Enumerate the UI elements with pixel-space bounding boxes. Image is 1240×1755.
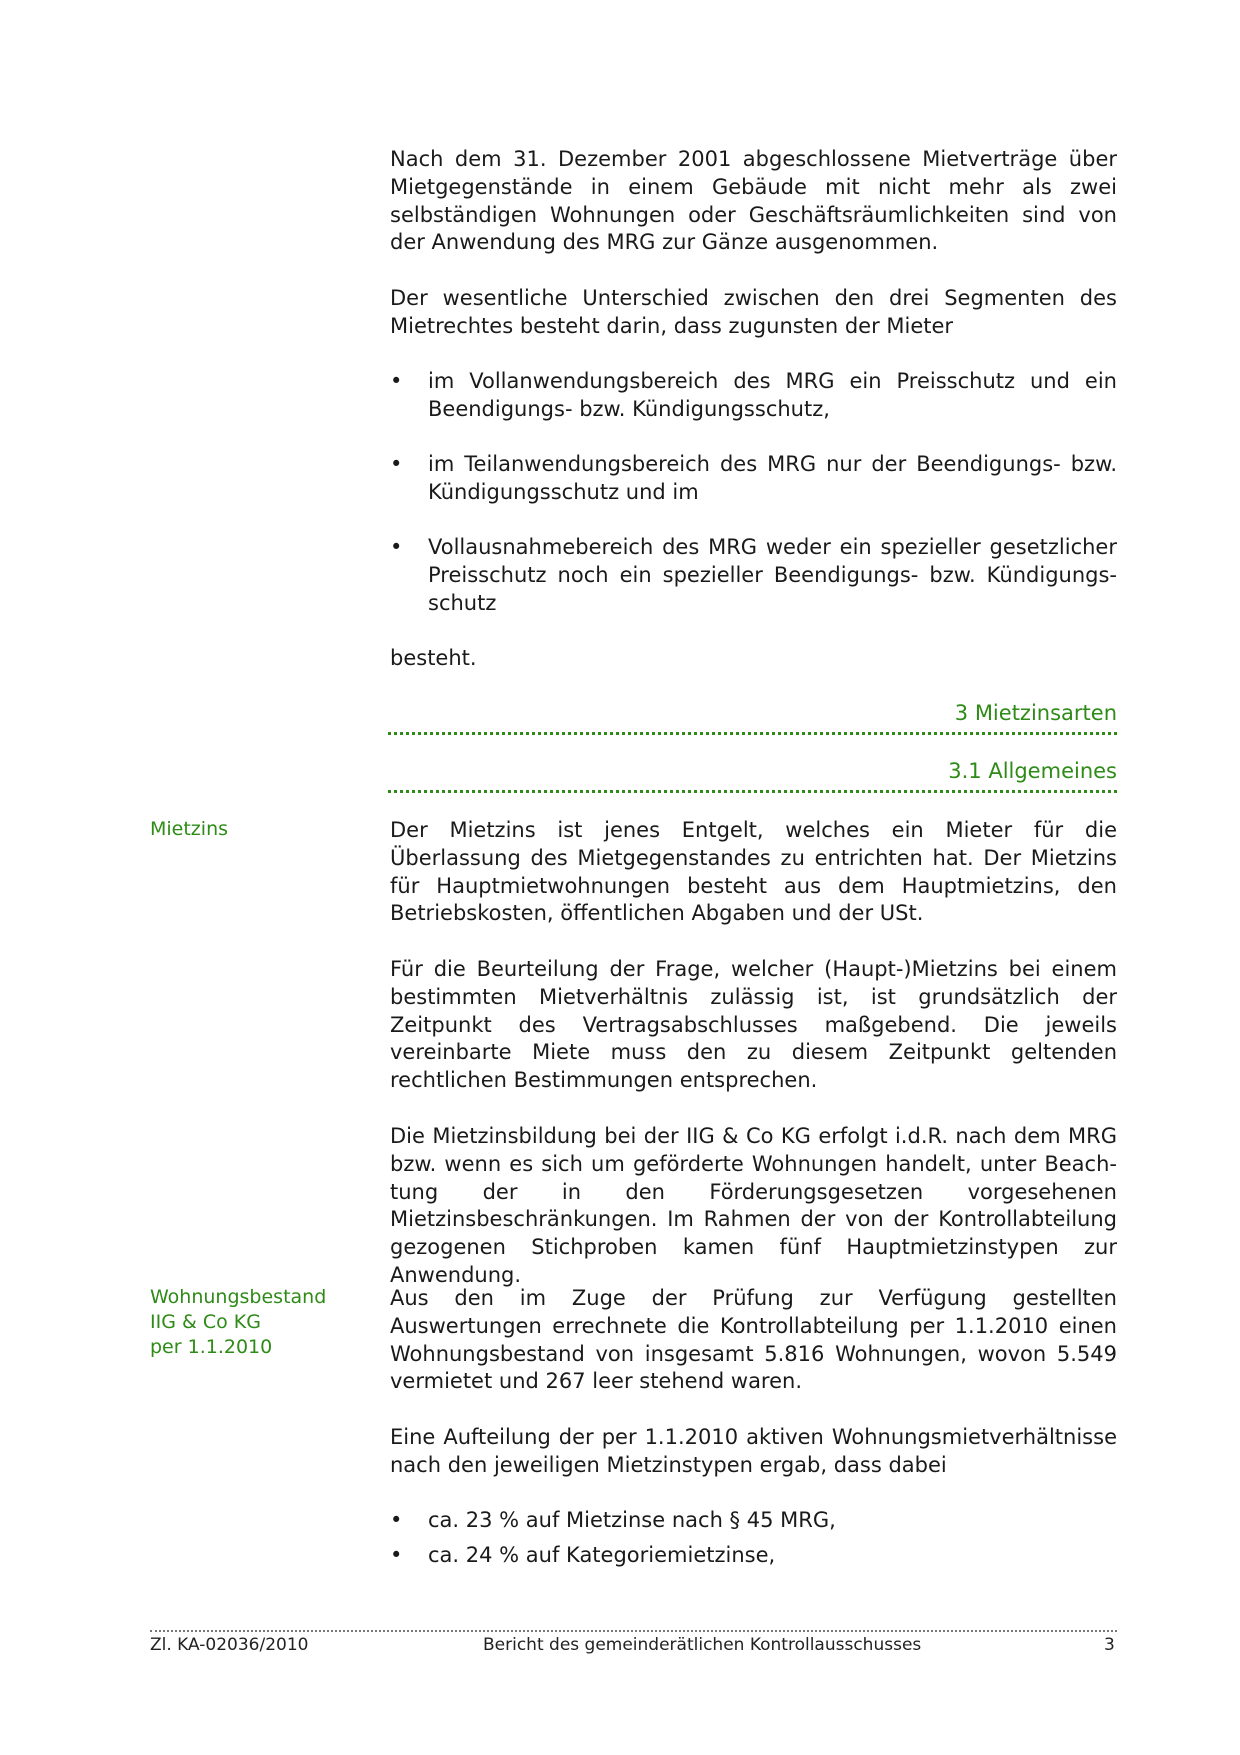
paragraph-text: Für die Beurteilung der Frage, welcher (Haupt-)Mietzins bei einem bestimmten Mietverhältnis zulässig ist, ist grundsätzlich der Zeitpunkt des Vertragsabschlusses maßgebend. Die jeweils vereinbarte Miete muss den zu diesem Zeitpunkt geltenden rechtlichen Bestimmungen entsprechen.: [390, 957, 1117, 1093]
list-item: [390, 1507, 1117, 1535]
bullet-icon: •: [390, 1508, 403, 1532]
paragraph-beurteilung: [390, 956, 1117, 1095]
footer-reference: Zl. KA-02036/2010: [150, 1635, 309, 1655]
margin-note-line: IIG & Co KG: [150, 1311, 261, 1333]
list-item-text: ca. 23 % auf Mietzinse nach § 45 MRG,: [428, 1508, 836, 1532]
list-item-text: Vollausnahmebereich des MRG weder ein spezieller gesetzlicher Preisschutz noch ein spezieller Beendigungs- bzw. Kündigungsschutz: [428, 535, 1117, 615]
bullet-icon: •: [390, 369, 403, 393]
paragraph-text: Der wesentliche Unterschied zwischen den drei Segmenten des Mietrechtes besteht darin, dass zugunsten der Mieter: [390, 286, 1117, 338]
paragraph-unterschied: [390, 285, 1117, 341]
page-number: 3: [1104, 1635, 1115, 1655]
section-heading-3: 3 Mietzinsarten: [388, 700, 1117, 735]
paragraph-besteht: [390, 645, 1117, 673]
paragraph-mietzins-definition: [390, 817, 1117, 928]
paragraph-text: Die Mietzinsbildung bei der IIG & Co KG erfolgt i.d.R. nach dem MRG bzw. wenn es sich um geförderte Wohnungen handelt, unter Beachtung der in den Förderungsgesetzen vorgesehenen Mietzinsbeschränkungen. Im Rahmen der von der Kontrollabteilung gezogenen Stichproben kamen fünf Hauptmietzinstypen zur Anwendung.: [390, 1124, 1117, 1287]
paragraph-aufteilung: [390, 1424, 1117, 1480]
list-item-text: ca. 24 % auf Kategoriemietzinse,: [428, 1543, 776, 1567]
paragraph-text: Nach dem 31. Dezember 2001 abgeschlossene Mietverträge über Mietgegenstände in einem Gebäude mit nicht mehr als zwei selbständigen Wohnungen oder Geschäftsräumlichkeiten sind von der Anwendung des MRG zur Gänze ausgenommen.: [390, 147, 1117, 255]
footer-divider: [150, 1630, 1117, 1632]
margin-note-wohnungsbestand: [150, 1285, 380, 1360]
bullet-icon: •: [390, 1543, 403, 1567]
list-item-text: im Vollanwendungsbereich des MRG ein Preisschutz und ein Beendigungs- bzw. Kündigungsschutz,: [428, 369, 1117, 421]
list-item-text: im Teilanwendungsbereich des MRG nur der Beendigungs- bzw. Kündigungsschutz und im: [428, 452, 1117, 504]
list-item: [390, 451, 1117, 507]
bullet-icon: •: [390, 535, 403, 559]
paragraph-wohnungsbestand: [390, 1285, 1117, 1396]
bullet-icon: •: [390, 452, 403, 476]
paragraph-ausnahme: [390, 146, 1117, 257]
list-item: [390, 1542, 1117, 1570]
paragraph-text: Der Mietzins ist jenes Entgelt, welches ein Mieter für die Überlassung des Mietgegenstandes zu entrichten hat. Der Mietzins für Hauptmietwohnungen besteht aus dem Hauptmietzins, den Betriebskosten, öffentlichen Abgaben und der USt.: [390, 818, 1117, 926]
paragraph-text: Eine Aufteilung der per 1.1.2010 aktiven Wohnungsmietverhältnisse nach den jeweiligen Mietzinstypen ergab, dass dabei: [390, 1425, 1117, 1477]
margin-note-mietzins: Mietzins: [150, 818, 229, 840]
section-heading-3-1: 3.1 Allgemeines: [388, 758, 1117, 793]
list-item: [390, 368, 1117, 424]
footer-title: Bericht des gemeinderätlichen Kontrollausschusses: [483, 1635, 922, 1655]
paragraph-mietzinsbildung: [390, 1123, 1117, 1290]
paragraph-text: Aus den im Zuge der Prüfung zur Verfügung gestellten Auswertungen errechnete die Kontrollabteilung per 1.1.2010 einen Wohnungsbestand von insgesamt 5.816 Wohnungen, wovon 5.549 vermietet und 267 leer stehend waren.: [390, 1286, 1117, 1394]
margin-note-line: Wohnungsbestand: [150, 1286, 327, 1308]
list-item: [390, 534, 1117, 617]
paragraph-text: besteht.: [390, 646, 477, 670]
margin-note-line: per 1.1.2010: [150, 1336, 273, 1358]
